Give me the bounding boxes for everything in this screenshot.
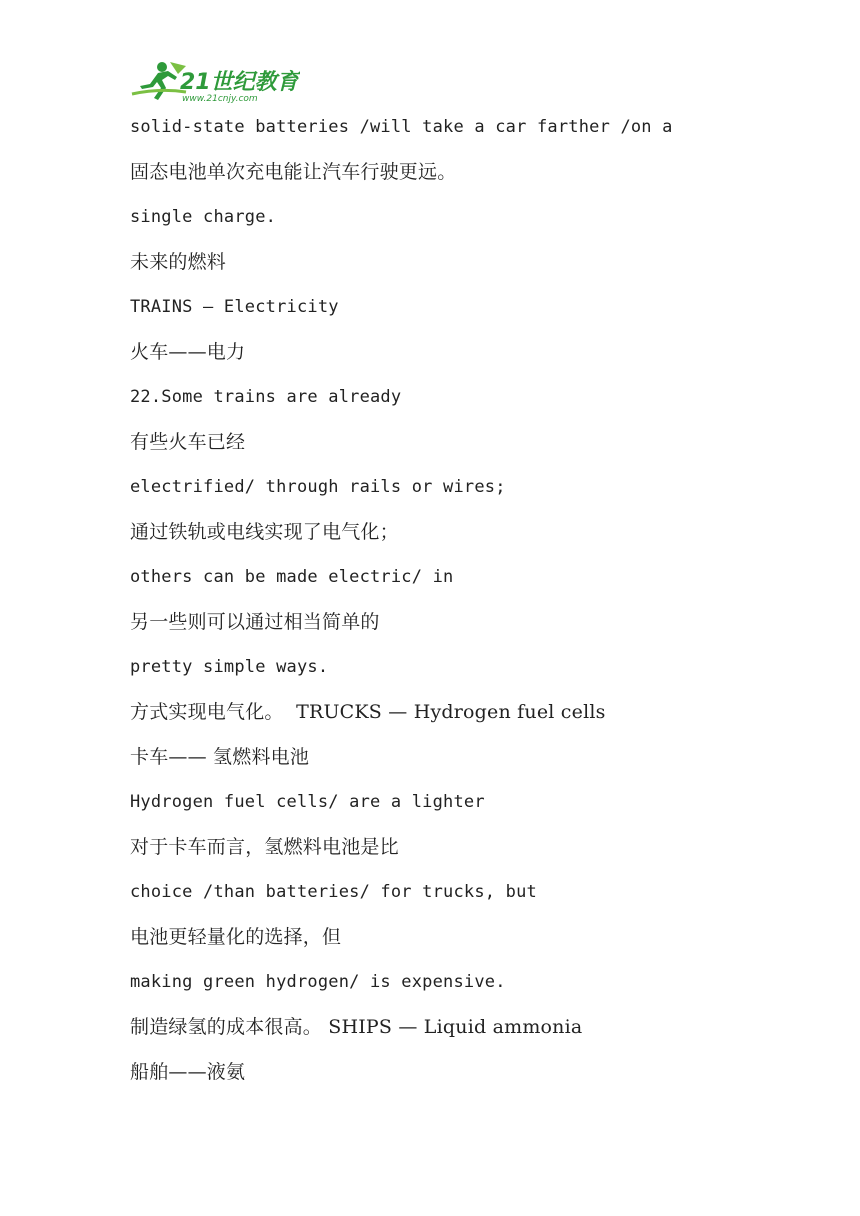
document-line: TRAINS — Electricity bbox=[130, 297, 339, 317]
logo-text: 21世纪教育 bbox=[180, 70, 299, 95]
document-line: 火车——电力 bbox=[130, 341, 246, 363]
document-line: 对于卡车而言，氢燃料电池是比 bbox=[130, 836, 399, 858]
document-line: making green hydrogen/ is expensive. bbox=[130, 972, 506, 992]
document-line: solid-state batteries /will take a car farther /on a bbox=[130, 117, 673, 137]
document-line: 方式实现电气化。 TRUCKS — Hydrogen fuel cells bbox=[130, 701, 606, 723]
logo-url-text: www.21cnjy.com bbox=[182, 94, 258, 104]
document-line: 船舶——液氨 bbox=[130, 1061, 246, 1083]
document-body bbox=[130, 112, 810, 1102]
document-line: 电池更轻量化的选择，但 bbox=[130, 926, 342, 948]
document-line: 另一些则可以通过相当简单的 bbox=[130, 611, 380, 633]
site-logo bbox=[130, 58, 300, 104]
document-line: pretty simple ways. bbox=[130, 657, 329, 677]
document-line: 固态电池单次充电能让汽车行驶更远。 bbox=[130, 161, 457, 183]
document-line: electrified/ through rails or wires; bbox=[130, 477, 506, 497]
document-line: 制造绿氢的成本很高。 SHIPS — Liquid ammonia bbox=[130, 1016, 583, 1038]
document-line: 22.Some trains are already bbox=[130, 387, 402, 407]
document-line: others can be made electric/ in bbox=[130, 567, 454, 587]
document-line: 通过铁轨或电线实现了电气化； bbox=[130, 521, 399, 543]
document-line: single charge. bbox=[130, 207, 277, 227]
document-line: 未来的燃料 bbox=[130, 251, 227, 273]
runner-logo-icon bbox=[130, 58, 300, 104]
document-line: choice /than batteries/ for trucks, but bbox=[130, 882, 537, 902]
document-line: 有些火车已经 bbox=[130, 431, 246, 453]
document-line: Hydrogen fuel cells/ are a lighter bbox=[130, 792, 485, 812]
document-line: 卡车—— 氢燃料电池 bbox=[130, 746, 310, 768]
